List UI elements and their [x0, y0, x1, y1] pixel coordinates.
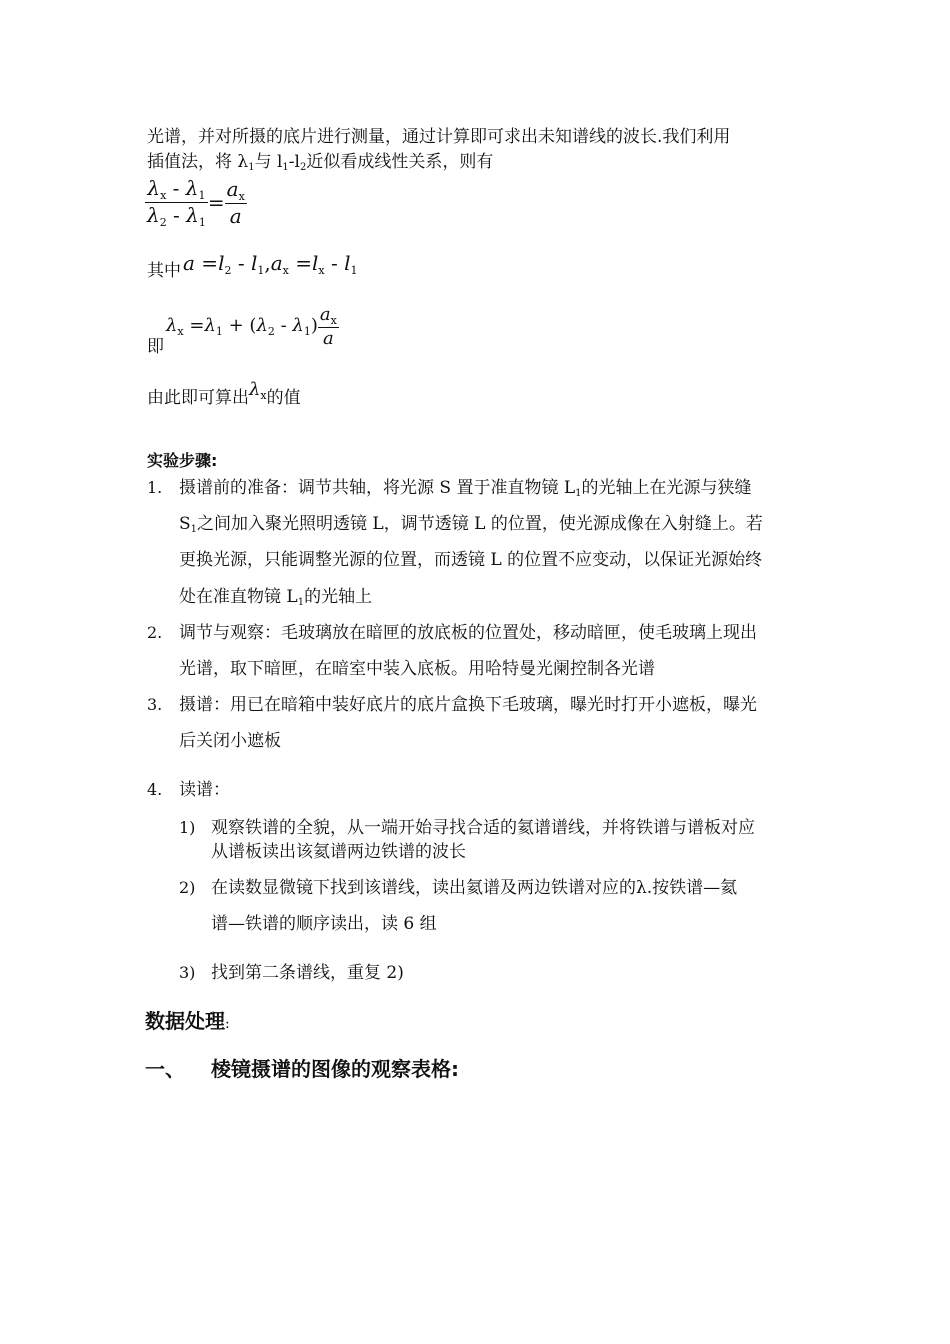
step-1-line-1: 摄谱前的准备：调节共轴，将光源 S 置于准直物镜 $L_1$的光轴上在光源与狭缝 — [179, 478, 752, 499]
step-1-line-3: 更换光源，只能调整光源的位置，而透镜 L 的位置不应变动，以保证光源始终 — [179, 550, 763, 570]
step-2-line-1: 调节与观察：毛玻璃放在暗匣的放底板的位置处，移动暗匣，使毛玻璃上现出 — [179, 623, 757, 643]
substep-1-line-1: 观察铁谱的全貌，从一端开始寻找合适的氦谱谱线，并将铁谱与谱板对应 — [211, 818, 755, 838]
formula2-label: 即 — [147, 337, 164, 357]
section-1-number: 一、 — [145, 1057, 185, 1081]
formula2-fraction: $\frac{a_x}{a}$ — [319, 304, 337, 349]
formula-rhs-fraction: $\frac{a_x}{a}$ — [226, 177, 245, 228]
substep-1-number: 1) — [179, 818, 196, 837]
step-4-line-1: 读谱： — [179, 780, 230, 800]
step-3-line-2: 后关闭小遮板 — [179, 731, 281, 751]
step-3-line-1: 摄谱：用已在暗箱中装好底片的底片盒换下毛玻璃，曝光时打开小遮板，曝光 — [179, 695, 757, 715]
intro-line-2: 插值法，将 $\lambda_1$与 $l_1-l_2$近似看成线性关系，则有 — [147, 152, 494, 173]
interpolation-formula: $\frac{\lambda_x - \lambda_1}{\lambda_2 - \lambda_1}$ = $\frac{a_x}{a}$ — [147, 176, 245, 229]
step-2-number: 2. — [147, 623, 163, 642]
step-1-number: 1. — [147, 478, 163, 497]
substep-3-number: 3) — [179, 963, 196, 982]
wavelength-formula: $\lambda_x =\lambda_1 + (\lambda_2 - \lambda_1)$ $\frac{a_x}{a}$ — [166, 304, 337, 349]
step-4-number: 4. — [147, 780, 163, 799]
where-label: 其中 — [147, 261, 181, 281]
substep-2-number: 2) — [179, 878, 196, 897]
lambda-x-symbol: $\lambda_x$ — [249, 379, 267, 402]
result-line: 由此即可算出$\lambda_x$的值 — [147, 379, 301, 408]
step-3-number: 3. — [147, 695, 163, 714]
intro-line-1: 光谱，并对所摄的底片进行测量，通过计算即可求出未知谱线的波长.我们利用 — [147, 127, 731, 147]
data-processing-heading: 数据处理: — [145, 1009, 230, 1033]
step-2-line-2: 光谱，取下暗匣，在暗室中装入底板。用哈特曼光阑控制各光谱 — [179, 659, 655, 679]
substep-2-line-1: 在读数显微镜下找到该谱线，读出氦谱及两边铁谱对应的λ.按铁谱—氦 — [211, 878, 738, 898]
substep-3-line-1: 找到第二条谱线，重复 2) — [211, 963, 404, 983]
step-1-line-2: $S_1$之间加入聚光照明透镜 L，调节透镜 L 的位置，使光源成像在入射缝上。若 — [179, 514, 763, 535]
substep-1-line-2: 从谱板读出该氦谱两边铁谱的波长 — [211, 842, 466, 862]
formula-lhs-fraction: $\frac{\lambda_x - \lambda_1}{\lambda_2 - \lambda_1}$ — [147, 176, 206, 229]
substep-2-line-2: 谱—铁谱的顺序读出，读 6 组 — [211, 914, 437, 934]
step-1-line-4: 处在准直物镜 $L_1$的光轴上 — [179, 587, 373, 608]
steps-heading: 实验步骤: — [147, 451, 218, 470]
where-formula: $a =l_2 - l_1,a_x =l_x - l_1$ — [183, 251, 358, 277]
section-1-title: 棱镜摄谱的图像的观察表格: — [211, 1057, 459, 1081]
